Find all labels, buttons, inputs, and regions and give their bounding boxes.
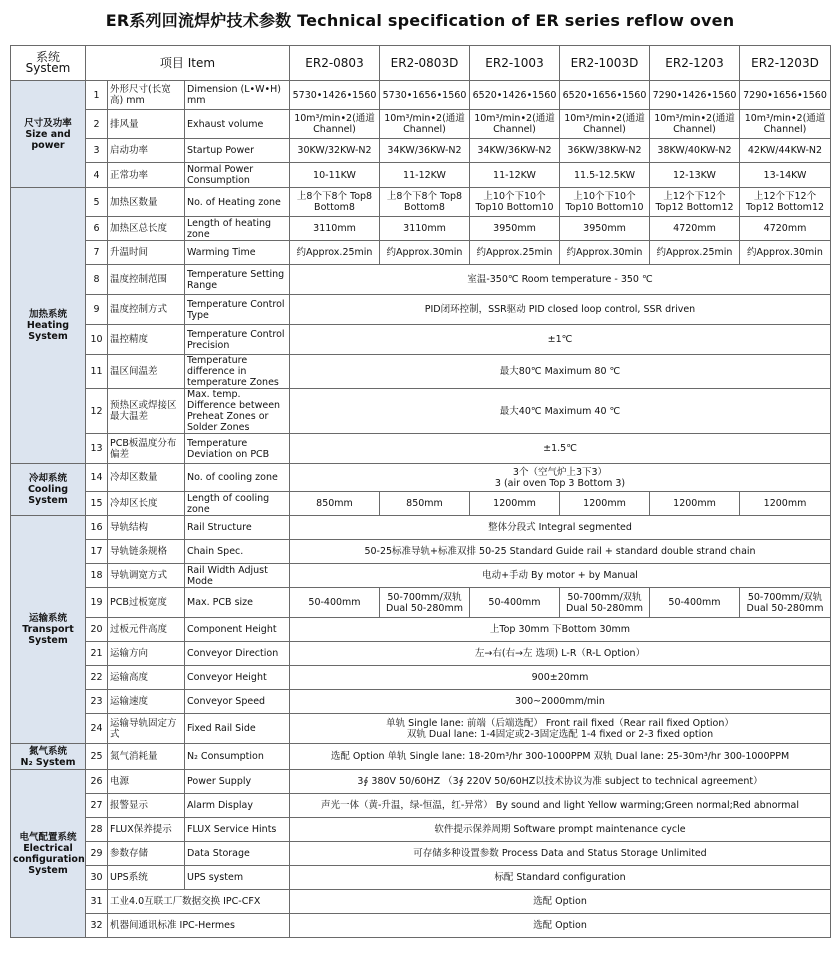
spec-value: 34KW/36KW-N2 xyxy=(470,139,560,163)
spec-value-all-models: 室温-350℃ Room temperature - 350 ℃ xyxy=(290,265,831,295)
spec-value: 13-14KW xyxy=(740,163,831,188)
system-group-heating: 加热系统 Heating System xyxy=(11,188,86,464)
spec-value: 850mm xyxy=(380,492,470,516)
row-number: 10 xyxy=(86,325,108,355)
item-name-en: Temperature Deviation on PCB xyxy=(185,434,290,464)
table-row xyxy=(11,690,831,714)
spec-value-all-models: 选配 Option xyxy=(290,890,831,914)
item-name-cn: 温度控制方式 xyxy=(108,295,185,325)
item-name-cn: PCB板温度分布偏差 xyxy=(108,434,185,464)
spec-value-all-models: 300~2000mm/min xyxy=(290,690,831,714)
model-header: ER2-1003D xyxy=(560,46,650,81)
item-name-en: Startup Power xyxy=(185,139,290,163)
item-name-en: Conveyor Height xyxy=(185,666,290,690)
row-number: 15 xyxy=(86,492,108,516)
item-name-en: No. of Heating zone xyxy=(185,188,290,217)
item-name-cn: 运输导轨固定方式 xyxy=(108,714,185,744)
row-number: 24 xyxy=(86,714,108,744)
spec-value: 10m³/min•2(通道Channel) xyxy=(650,110,740,139)
item-name-en: Rail Width Adjust Mode xyxy=(185,564,290,588)
table-row xyxy=(11,588,831,618)
table-row xyxy=(11,866,831,890)
spec-value: 7290•1656•1560 xyxy=(740,81,831,110)
item-name-en: Normal Power Consumption xyxy=(185,163,290,188)
spec-value: 10-11KW xyxy=(290,163,380,188)
spec-value-all-models: ±1.5℃ xyxy=(290,434,831,464)
item-name-cn: 温控精度 xyxy=(108,325,185,355)
item-name-cn: 导轨结构 xyxy=(108,516,185,540)
item-name-en: Temperature Control Type xyxy=(185,295,290,325)
spec-value: 11.5-12.5KW xyxy=(560,163,650,188)
item-name-cn: 温区间温差 xyxy=(108,355,185,389)
table-row xyxy=(11,890,831,914)
item-name-cn: UPS系统 xyxy=(108,866,185,890)
spec-value: 42KW/44KW-N2 xyxy=(740,139,831,163)
item-name-en: Length of cooling zone xyxy=(185,492,290,516)
model-header: ER2-0803 xyxy=(290,46,380,81)
item-name-en: Max. temp. Difference between Preheat Zones or Solder Zones xyxy=(185,389,290,434)
table-row xyxy=(11,241,831,265)
spec-value: 11-12KW xyxy=(470,163,560,188)
item-name-cn: PCB过板宽度 xyxy=(108,588,185,618)
page-title: ER系列回流焊炉技术参数 Technical specification of ER series reflow oven xyxy=(105,11,735,30)
spec-value: 5730•1656•1560 xyxy=(380,81,470,110)
item-name-cn: 运输高度 xyxy=(108,666,185,690)
item-name-cn: 运输速度 xyxy=(108,690,185,714)
spec-value: 10m³/min•2(通道Channel) xyxy=(470,110,560,139)
row-number: 6 xyxy=(86,217,108,241)
row-number: 3 xyxy=(86,139,108,163)
item-name-cn: 电源 xyxy=(108,770,185,794)
spec-value: 约Approx.30min xyxy=(380,241,470,265)
spec-value: 50-400mm xyxy=(290,588,380,618)
row-number: 8 xyxy=(86,265,108,295)
item-name-cn: 预热区或焊接区最大温差 xyxy=(108,389,185,434)
item-name-en: Temperature Setting Range xyxy=(185,265,290,295)
row-number: 19 xyxy=(86,588,108,618)
item-name-en: FLUX Service Hints xyxy=(185,818,290,842)
system-group-cooling: 冷却系统 Cooling System xyxy=(11,464,86,516)
spec-value: 6520•1426•1560 xyxy=(470,81,560,110)
table-row xyxy=(11,770,831,794)
spec-value: 34KW/36KW-N2 xyxy=(380,139,470,163)
item-name-cn: 排风量 xyxy=(108,110,185,139)
spec-value-all-models: 声光一体（黄-升温，绿-恒温，红-异常） By sound and light Yellow warming;Green normal;Red abnormal xyxy=(290,794,831,818)
row-number: 17 xyxy=(86,540,108,564)
table-row xyxy=(11,818,831,842)
item-name-en: Alarm Display xyxy=(185,794,290,818)
spec-value-all-models: 整体分段式 Integral segmented xyxy=(290,516,831,540)
table-row xyxy=(11,355,831,389)
item-name-en: Conveyor Direction xyxy=(185,642,290,666)
item-name-en: Max. PCB size xyxy=(185,588,290,618)
item-name-en: N₂ Consumption xyxy=(185,744,290,770)
item-name-cn: 冷却区长度 xyxy=(108,492,185,516)
table-row xyxy=(11,714,831,744)
model-header: ER2-1003 xyxy=(470,46,560,81)
spec-value: 10m³/min•2(通道Channel) xyxy=(380,110,470,139)
item-name-cn: 过板元件高度 xyxy=(108,618,185,642)
spec-value: 50-700mm/双轨 Dual 50-280mm xyxy=(740,588,831,618)
spec-value: 4720mm xyxy=(740,217,831,241)
spec-value: 30KW/32KW-N2 xyxy=(290,139,380,163)
row-number: 4 xyxy=(86,163,108,188)
table-row xyxy=(11,516,831,540)
row-number: 26 xyxy=(86,770,108,794)
table-row xyxy=(11,564,831,588)
spec-value-all-models: 最大40℃ Maximum 40 ℃ xyxy=(290,389,831,434)
table-row xyxy=(11,842,831,866)
item-name-en: Dimension (L•W•H) mm xyxy=(185,81,290,110)
row-number: 30 xyxy=(86,866,108,890)
spec-value: 上10个下10个 Top10 Bottom10 xyxy=(560,188,650,217)
row-number: 21 xyxy=(86,642,108,666)
spec-value: 10m³/min•2(通道Channel) xyxy=(740,110,831,139)
spec-value-all-models: 电动+手动 By motor + by Manual xyxy=(290,564,831,588)
item-name-en: Length of heating zone xyxy=(185,217,290,241)
item-name-cn: 机器间通讯标准 IPC-Hermes xyxy=(108,914,290,938)
item-name-cn: 启动功率 xyxy=(108,139,185,163)
spec-value-all-models: 选配 Option xyxy=(290,914,831,938)
row-number: 14 xyxy=(86,464,108,492)
spec-value: 850mm xyxy=(290,492,380,516)
spec-value: 约Approx.25min xyxy=(470,241,560,265)
item-name-cn: 冷却区数量 xyxy=(108,464,185,492)
item-name-en: UPS system xyxy=(185,866,290,890)
row-number: 23 xyxy=(86,690,108,714)
row-number: 7 xyxy=(86,241,108,265)
item-name-en: No. of cooling zone xyxy=(185,464,290,492)
item-name-en: Fixed Rail Side xyxy=(185,714,290,744)
system-group-size: 尺寸及功率 Size and power xyxy=(11,81,86,188)
item-name-en: Warming Time xyxy=(185,241,290,265)
table-row xyxy=(11,540,831,564)
item-name-en: Chain Spec. xyxy=(185,540,290,564)
item-name-en: Power Supply xyxy=(185,770,290,794)
spec-value-all-models: 上Top 30mm 下Bottom 30mm xyxy=(290,618,831,642)
item-name-cn: 氮气消耗量 xyxy=(108,744,185,770)
item-name-cn: 运输方向 xyxy=(108,642,185,666)
table-row xyxy=(11,434,831,464)
row-number: 29 xyxy=(86,842,108,866)
spec-value: 约Approx.30min xyxy=(560,241,650,265)
spec-value: 1200mm xyxy=(470,492,560,516)
spec-value-all-models: 左→右(右→左 选项) L-R（R-L Option） xyxy=(290,642,831,666)
table-row xyxy=(11,492,831,516)
spec-value: 约Approx.30min xyxy=(740,241,831,265)
table-row xyxy=(11,295,831,325)
table-row xyxy=(11,325,831,355)
item-name-cn: 升温时间 xyxy=(108,241,185,265)
spec-value: 36KW/38KW-N2 xyxy=(560,139,650,163)
spec-value: 4720mm xyxy=(650,217,740,241)
spec-value: 38KW/40KW-N2 xyxy=(650,139,740,163)
spec-value: 3950mm xyxy=(470,217,560,241)
table-row xyxy=(11,666,831,690)
item-column-header: 项目 Item xyxy=(86,46,290,81)
table-header xyxy=(11,46,831,81)
spec-value-all-models: 标配 Standard configuration xyxy=(290,866,831,890)
row-number: 20 xyxy=(86,618,108,642)
spec-value-all-models: 50-25标准导轨+标准双排 50-25 Standard Guide rail + standard double strand chain xyxy=(290,540,831,564)
item-name-cn: 加热区数量 xyxy=(108,188,185,217)
spec-value: 3110mm xyxy=(380,217,470,241)
item-name-cn: 导轨调宽方式 xyxy=(108,564,185,588)
item-name-cn: 外形尺寸(长宽高) mm xyxy=(108,81,185,110)
spec-value-all-models: 选配 Option 单轨 Single lane: 18-20m³/hr 300-1000PPM 双轨 Dual lane: 25-30m³/hr 300-1000PPM xyxy=(290,744,831,770)
spec-value-all-models: 3∮ 380V 50/60HZ （3∮ 220V 50/60HZ以技术协议为准 subject to technical agreement） xyxy=(290,770,831,794)
item-name-cn: 加热区总长度 xyxy=(108,217,185,241)
spec-value-all-models: 单轨 Single lane: 前端（后端选配） Front rail fixed（Rear rail fixed Option） 双轨 Dual lane: 1-4固定或2-3固定选配 1-4 fixed or 2-3 fixed option xyxy=(290,714,831,744)
row-number: 31 xyxy=(86,890,108,914)
spec-value: 1200mm xyxy=(650,492,740,516)
row-number: 16 xyxy=(86,516,108,540)
item-name-cn: 工业4.0互联工厂数据交换 IPC-CFX xyxy=(108,890,290,914)
spec-value-all-models: PID闭环控制，SSR驱动 PID closed loop control, SSR driven xyxy=(290,295,831,325)
spec-value-all-models: ±1℃ xyxy=(290,325,831,355)
model-header: ER2-1203 xyxy=(650,46,740,81)
table-row xyxy=(11,744,831,770)
table-row xyxy=(11,642,831,666)
table-body xyxy=(11,81,831,938)
spec-table xyxy=(10,45,831,938)
spec-value: 1200mm xyxy=(560,492,650,516)
spec-value: 6520•1656•1560 xyxy=(560,81,650,110)
table-row xyxy=(11,618,831,642)
table-row xyxy=(11,110,831,139)
spec-value: 50-400mm xyxy=(650,588,740,618)
spec-value: 50-700mm/双轨 Dual 50-280mm xyxy=(380,588,470,618)
item-name-cn: 导轨链条规格 xyxy=(108,540,185,564)
spec-value: 上12个下12个 Top12 Bottom12 xyxy=(650,188,740,217)
item-name-cn: 温度控制范围 xyxy=(108,265,185,295)
item-name-en: Rail Structure xyxy=(185,516,290,540)
item-name-cn: FLUX保养提示 xyxy=(108,818,185,842)
table-row xyxy=(11,265,831,295)
spec-value: 约Approx.25min xyxy=(290,241,380,265)
row-number: 13 xyxy=(86,434,108,464)
item-name-cn: 参数存储 xyxy=(108,842,185,866)
spec-value: 1200mm xyxy=(740,492,831,516)
spec-value: 12-13KW xyxy=(650,163,740,188)
spec-value-all-models: 900±20mm xyxy=(290,666,831,690)
table-row xyxy=(11,914,831,938)
system-column-header: 系统 System xyxy=(11,46,86,81)
table-row xyxy=(11,139,831,163)
spec-value: 7290•1426•1560 xyxy=(650,81,740,110)
system-group-n2: 氮气系统 N₂ System xyxy=(11,744,86,770)
system-group-transport: 运输系统 Transport System xyxy=(11,516,86,744)
item-name-en: Component Height xyxy=(185,618,290,642)
item-name-cn: 正常功率 xyxy=(108,163,185,188)
spec-value: 上10个下10个 Top10 Bottom10 xyxy=(470,188,560,217)
item-name-en: Data Storage xyxy=(185,842,290,866)
row-number: 11 xyxy=(86,355,108,389)
system-group-electrical: 电气配置系统 Electrical configuration System xyxy=(11,770,86,938)
spec-value: 3110mm xyxy=(290,217,380,241)
model-header: ER2-1203D xyxy=(740,46,831,81)
row-number: 28 xyxy=(86,818,108,842)
table-row xyxy=(11,163,831,188)
spec-value: 50-700mm/双轨 Dual 50-280mm xyxy=(560,588,650,618)
table-row xyxy=(11,188,831,217)
spec-value: 上8个下8个 Top8 Bottom8 xyxy=(380,188,470,217)
item-name-en: Temperature Control Precision xyxy=(185,325,290,355)
item-name-cn: 报警显示 xyxy=(108,794,185,818)
item-name-en: Temperature difference in temperature Zones xyxy=(185,355,290,389)
table-row xyxy=(11,464,831,492)
spec-value-all-models: 可存储多种设置参数 Process Data and Status Storage Unlimited xyxy=(290,842,831,866)
row-number: 32 xyxy=(86,914,108,938)
table-row xyxy=(11,794,831,818)
row-number: 22 xyxy=(86,666,108,690)
item-name-en: Exhaust volume xyxy=(185,110,290,139)
table-row xyxy=(11,81,831,110)
spec-value: 10m³/min•2(通道Channel) xyxy=(290,110,380,139)
model-header: ER2-0803D xyxy=(380,46,470,81)
spec-value: 10m³/min•2(通道Channel) xyxy=(560,110,650,139)
spec-value: 上12个下12个 Top12 Bottom12 xyxy=(740,188,831,217)
spec-value: 上8个下8个 Top8 Bottom8 xyxy=(290,188,380,217)
row-number: 27 xyxy=(86,794,108,818)
row-number: 25 xyxy=(86,744,108,770)
item-name-en: Conveyor Speed xyxy=(185,690,290,714)
table-row xyxy=(11,217,831,241)
spec-value: 11-12KW xyxy=(380,163,470,188)
spec-value-all-models: 软件提示保养周期 Software prompt maintenance cycle xyxy=(290,818,831,842)
spec-value: 5730•1426•1560 xyxy=(290,81,380,110)
spec-value-all-models: 3个（空气炉上3下3） 3 (air oven Top 3 Bottom 3) xyxy=(290,464,831,492)
row-number: 18 xyxy=(86,564,108,588)
row-number: 5 xyxy=(86,188,108,217)
table-row xyxy=(11,389,831,434)
spec-value-all-models: 最大80℃ Maximum 80 ℃ xyxy=(290,355,831,389)
row-number: 12 xyxy=(86,389,108,434)
spec-value: 3950mm xyxy=(560,217,650,241)
row-number: 2 xyxy=(86,110,108,139)
row-number: 9 xyxy=(86,295,108,325)
spec-value: 约Approx.25min xyxy=(650,241,740,265)
spec-value: 50-400mm xyxy=(470,588,560,618)
row-number: 1 xyxy=(86,81,108,110)
